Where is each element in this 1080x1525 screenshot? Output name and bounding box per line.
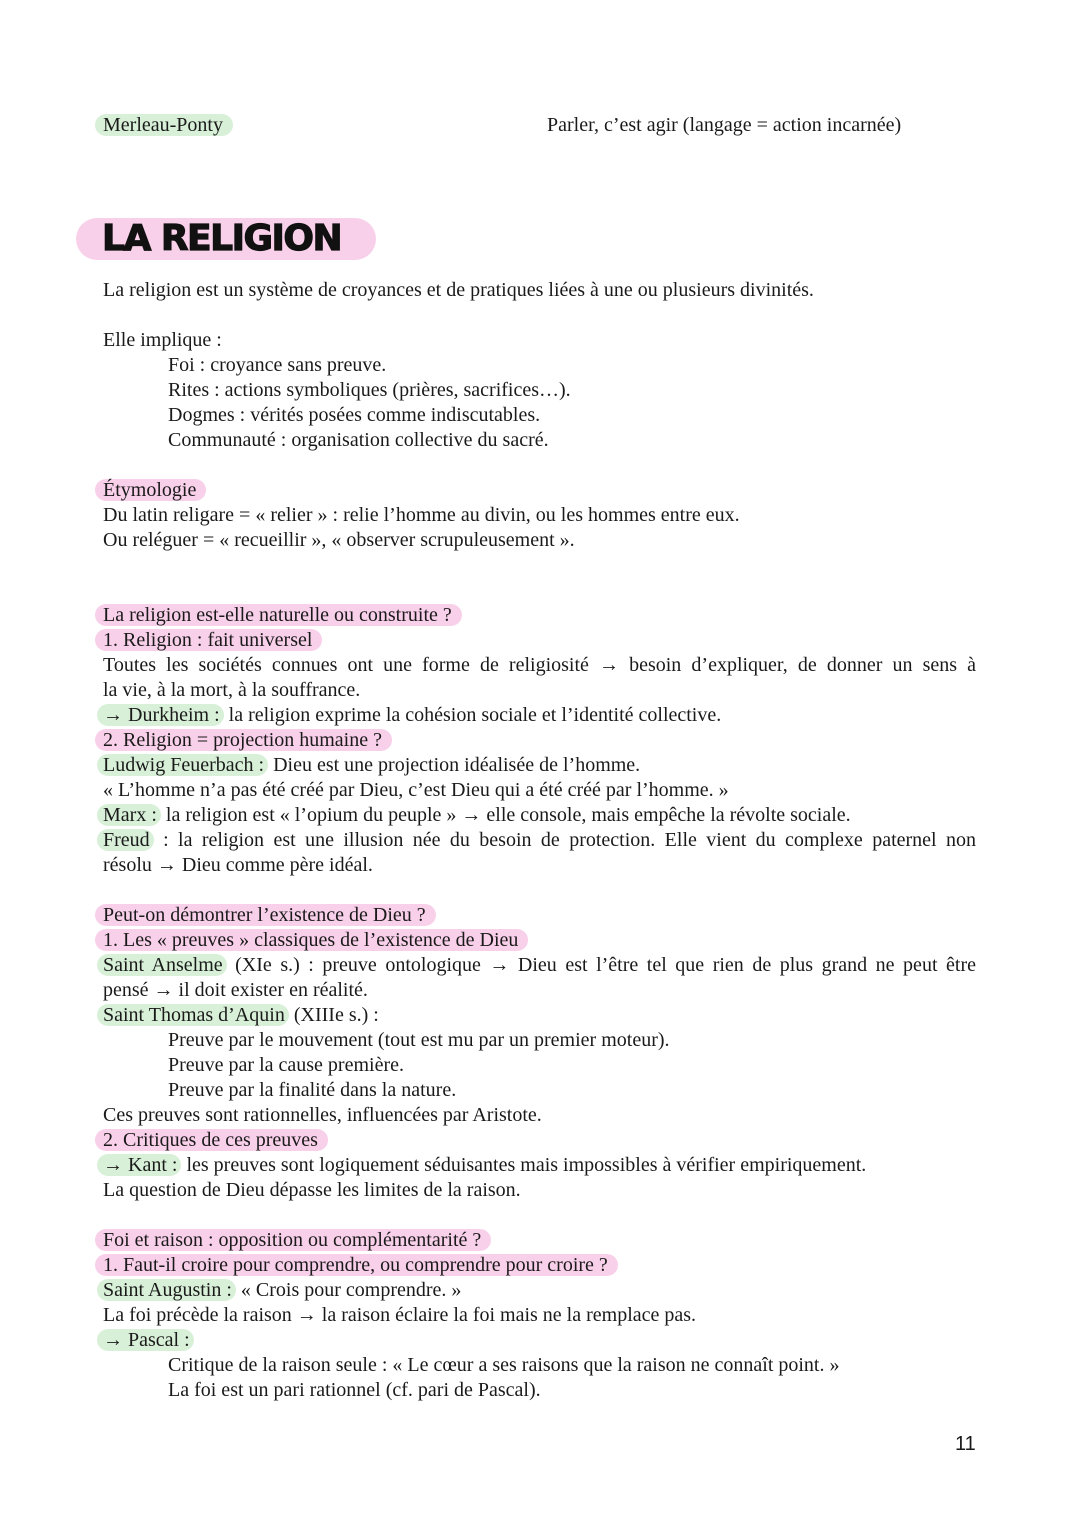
kant-text: les preuves sont logiquement séduisantes mais impossibles à vérifier empiriquement. — [181, 1154, 867, 1176]
freud-text: : la religion est une illusion née du besoin de protection. Elle vient du complexe paternel non — [153, 829, 976, 851]
pascal-line — [103, 1328, 194, 1353]
list-item: Preuve par la finalité dans la nature. — [168, 1079, 457, 1101]
subheading — [103, 1128, 328, 1153]
paragraph-line: La foi précède la raison → la raison éclaire la foi mais ne la remplace pas. — [103, 1304, 697, 1326]
augustin-line — [103, 1278, 461, 1303]
paragraph-line: Toutes les sociétés connues ont une forme de religiosité → besoin d’expliquer, de donner un sens à — [103, 654, 976, 676]
feuerbach-text: Dieu est une projection idéalisée de l’homme. — [268, 754, 641, 776]
subheading-highlight: 1. Religion : fait universel — [95, 629, 322, 651]
paragraph-line: La question de Dieu dépasse les limites de la raison. — [103, 1179, 521, 1201]
definition: La religion est un système de croyances et de pratiques liées à une ou plusieurs divinités. — [103, 279, 814, 301]
marx-line — [103, 803, 851, 828]
implique-label: Elle implique : — [103, 329, 222, 351]
top-quote: Parler, c’est agir (langage = action incarnée) — [547, 114, 902, 136]
subheading — [103, 928, 528, 953]
etymologie-heading — [103, 478, 206, 503]
question-highlight: La religion est-elle naturelle ou construite ? — [95, 604, 462, 626]
section-title-text: LA RELIGION — [102, 218, 342, 259]
list-item: Preuve par la cause première. — [168, 1054, 404, 1076]
marx-text: la religion est « l’opium du peuple » → elle console, mais empêche la révolte sociale. — [160, 804, 851, 826]
paragraph-line: la vie, à la mort, à la souffrance. — [103, 679, 361, 701]
subheading — [103, 728, 392, 753]
thomas-text: (XIIIe s.) : — [288, 1004, 379, 1026]
etymologie-highlight: Étymologie — [95, 479, 206, 501]
question-highlight: Peut-on démontrer l’existence de Dieu ? — [95, 904, 436, 926]
anselme-line — [103, 953, 976, 978]
kant-line — [103, 1153, 866, 1178]
list-item: Communauté : organisation collective du sacré. — [168, 429, 549, 451]
paragraph-line: Ces preuves sont rationnelles, influencées par Aristote. — [103, 1104, 542, 1126]
author-pascal: → Pascal : — [97, 1329, 194, 1351]
list-item: Foi : croyance sans preuve. — [168, 354, 387, 376]
author-durkheim: → Durkheim : — [97, 704, 224, 726]
thomas-line — [103, 1003, 379, 1028]
question-highlight: Foi et raison : opposition ou complémentarité ? — [95, 1229, 491, 1251]
question-heading — [103, 903, 436, 928]
list-item: Rites : actions symboliques (prières, sacrifices…). — [168, 379, 571, 401]
freud-line — [103, 828, 976, 853]
etymologie-line: Ou reléguer = « recueillir », « observer scrupuleusement ». — [103, 529, 575, 551]
feuerbach-quote: « L’homme n’a pas été créé par Dieu, c’est Dieu qui a été créé par l’homme. » — [103, 779, 729, 801]
list-item: Critique de la raison seule : « Le cœur a ses raisons que la raison ne connaît point. » — [168, 1354, 840, 1376]
etymologie-line: Du latin religare = « relier » : relie l’homme au divin, ou les hommes entre eux. — [103, 504, 740, 526]
durkheim-line — [103, 703, 721, 728]
question-heading — [103, 603, 462, 628]
augustin-text: « Crois pour comprendre. » — [235, 1279, 462, 1301]
author-freud: Freud — [97, 829, 154, 851]
page-number: 11 — [955, 1433, 976, 1455]
list-item: La foi est un pari rationnel (cf. pari de Pascal). — [168, 1379, 541, 1401]
list-item: Dogmes : vérités posées comme indiscutables. — [168, 404, 541, 426]
feuerbach-line — [103, 753, 640, 778]
author-augustin: Saint Augustin : — [97, 1279, 236, 1301]
subheading-highlight: 2. Religion = projection humaine ? — [95, 729, 392, 751]
question-heading — [103, 1228, 491, 1253]
paragraph-line: pensé → il doit exister en réalité. — [103, 979, 368, 1001]
subheading-highlight: 1. Les « preuves » classiques de l’existence de Dieu — [95, 929, 528, 951]
merleau-ponty-highlight: Merleau-Ponty — [95, 114, 233, 136]
subheading-highlight: 1. Faut-il croire pour comprendre, ou comprendre pour croire ? — [95, 1254, 618, 1276]
author-kant: → Kant : — [97, 1154, 181, 1176]
top-name — [103, 113, 233, 138]
subheading-highlight: 2. Critiques de ces preuves — [95, 1129, 328, 1151]
author-anselme: Saint Anselme — [97, 954, 227, 976]
durkheim-text: la religion exprime la cohésion sociale et l’identité collective. — [223, 704, 722, 726]
author-feuerbach: Ludwig Feuerbach : — [97, 754, 268, 776]
section-title — [76, 218, 376, 260]
anselme-text: (XIe s.) : preuve ontologique → Dieu est l’être tel que rien de plus grand ne peut être — [226, 954, 976, 976]
list-item: Preuve par le mouvement (tout est mu par un premier moteur). — [168, 1029, 670, 1051]
subheading — [103, 628, 322, 653]
paragraph-line: résolu → Dieu comme père idéal. — [103, 854, 373, 876]
author-marx: Marx : — [97, 804, 161, 826]
author-thomas: Saint Thomas d’Aquin — [97, 1004, 289, 1026]
subheading — [103, 1253, 618, 1278]
